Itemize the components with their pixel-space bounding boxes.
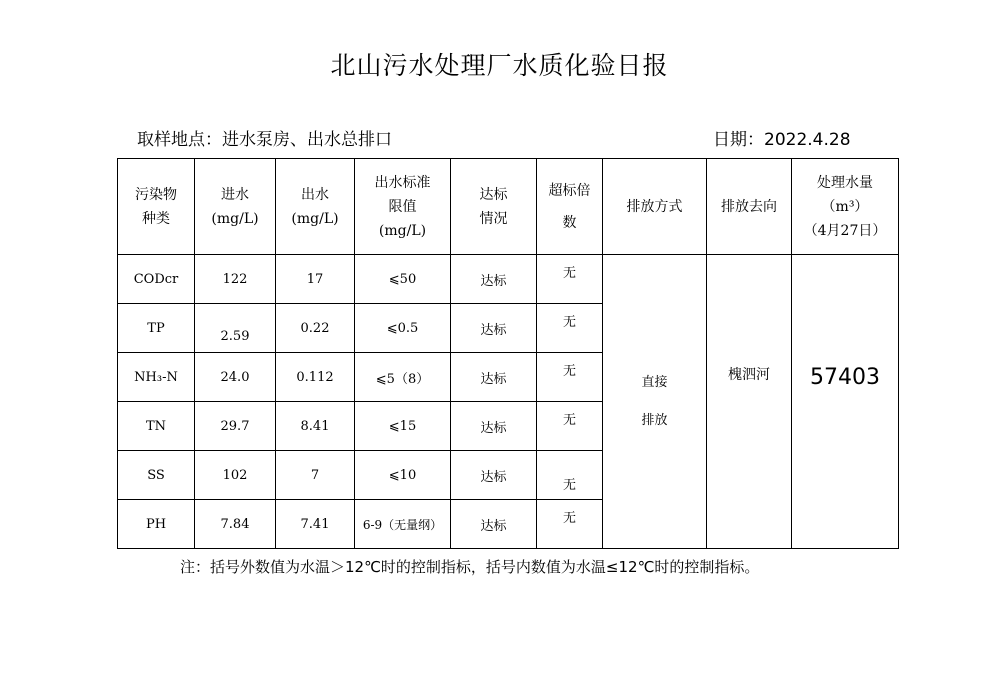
cell-exceed-text: 无 (562, 477, 576, 493)
cell-pollutant: CODcr (118, 255, 195, 304)
cell-status: 达标 (451, 304, 537, 353)
header-exceed (537, 159, 603, 255)
cell-status: 达标 (451, 402, 537, 451)
cell-pollutant: TN (118, 402, 195, 451)
discharge-method-line2: 排放 (641, 412, 668, 428)
header-discharge-method: 排放方式 (603, 159, 707, 255)
report-title: 北山污水处理厂水质化验日报 (330, 51, 669, 80)
cell-limit: ⩽0.5 (355, 304, 451, 353)
cell-inflow: 122 (195, 255, 276, 304)
cell-exceed (537, 451, 603, 500)
header-row (118, 159, 899, 255)
sampling-location: 取样地点：进水泵房、出水总排口 (137, 130, 392, 150)
header-volume-line3: （4月27日） (803, 222, 887, 239)
cell-exceed (537, 402, 603, 451)
cell-outflow: 7 (276, 451, 355, 500)
cell-exceed (537, 255, 603, 304)
header-volume-line1: 处理水量 (817, 174, 873, 191)
header-exceed-line1: 超标倍 (548, 182, 591, 199)
cell-status: 达标 (451, 500, 537, 549)
header-outflow-line1: 出水 (301, 186, 329, 203)
cell-limit: ⩽15 (355, 402, 451, 451)
header-inflow-line2: (mg/L) (211, 210, 259, 227)
header-exceed-line2: 数 (562, 214, 577, 231)
treated-volume-value: 57403 (810, 365, 880, 390)
cell-exceed-text: 无 (562, 412, 576, 428)
cell-exceed-text: 无 (562, 314, 576, 330)
cell-pollutant: NH₃-N (118, 353, 195, 402)
cell-treated-volume (792, 255, 899, 549)
cell-status: 达标 (451, 353, 537, 402)
cell-pollutant: SS (118, 451, 195, 500)
header-limit (355, 159, 451, 255)
cell-inflow: 7.84 (195, 500, 276, 549)
cell-outflow: 8.41 (276, 402, 355, 451)
header-compliance-line2: 情况 (479, 210, 508, 227)
water-quality-table (117, 158, 899, 549)
cell-status: 达标 (451, 451, 537, 500)
cell-inflow-text: 2.59 (220, 328, 250, 344)
header-outflow-line2: (mg/L) (291, 210, 339, 227)
header-volume (792, 159, 899, 255)
cell-pollutant: PH (118, 500, 195, 549)
cell-exceed-text: 无 (562, 265, 576, 281)
header-limit-line3: (mg/L) (378, 222, 427, 239)
header-inflow (195, 159, 276, 255)
header-limit-line2: 限值 (388, 198, 417, 215)
header-pollutant (118, 159, 195, 255)
table-row (118, 255, 899, 304)
footnote: 注：括号外数值为水温＞12℃时的控制指标，括号内数值为水温≤12℃时的控制指标。 (180, 558, 760, 576)
cell-exceed (537, 304, 603, 353)
cell-discharge-method (603, 255, 707, 549)
header-limit-line1: 出水标准 (374, 174, 431, 191)
discharge-destination-text: 槐泗河 (728, 366, 770, 383)
header-discharge-destination: 排放去向 (707, 159, 792, 255)
cell-limit: ⩽50 (355, 255, 451, 304)
cell-exceed-text: 无 (562, 363, 576, 379)
cell-inflow (195, 304, 276, 353)
header-inflow-line1: 进水 (221, 186, 249, 203)
cell-status: 达标 (451, 255, 537, 304)
cell-inflow: 102 (195, 451, 276, 500)
cell-outflow: 7.41 (276, 500, 355, 549)
header-compliance (451, 159, 537, 255)
cell-inflow: 29.7 (195, 402, 276, 451)
header-volume-line2: （m³） (821, 198, 869, 215)
cell-limit: 6-9（无量纲） (355, 500, 451, 549)
header-outflow (276, 159, 355, 255)
cell-limit: ⩽5（8） (355, 353, 451, 402)
cell-outflow: 0.112 (276, 353, 355, 402)
header-compliance-line1: 达标 (479, 186, 508, 203)
cell-pollutant: TP (118, 304, 195, 353)
report-date: 日期：2022.4.28 (713, 130, 851, 150)
cell-outflow: 0.22 (276, 304, 355, 353)
cell-exceed (537, 353, 603, 402)
cell-exceed-text: 无 (562, 510, 576, 526)
cell-limit: ⩽10 (355, 451, 451, 500)
cell-outflow: 17 (276, 255, 355, 304)
header-pollutant-line2: 种类 (142, 210, 170, 227)
header-pollutant-line1: 污染物 (135, 186, 177, 203)
cell-exceed (537, 500, 603, 549)
discharge-method-line1: 直接 (641, 374, 668, 390)
cell-discharge-destination (707, 255, 792, 549)
cell-inflow: 24.0 (195, 353, 276, 402)
